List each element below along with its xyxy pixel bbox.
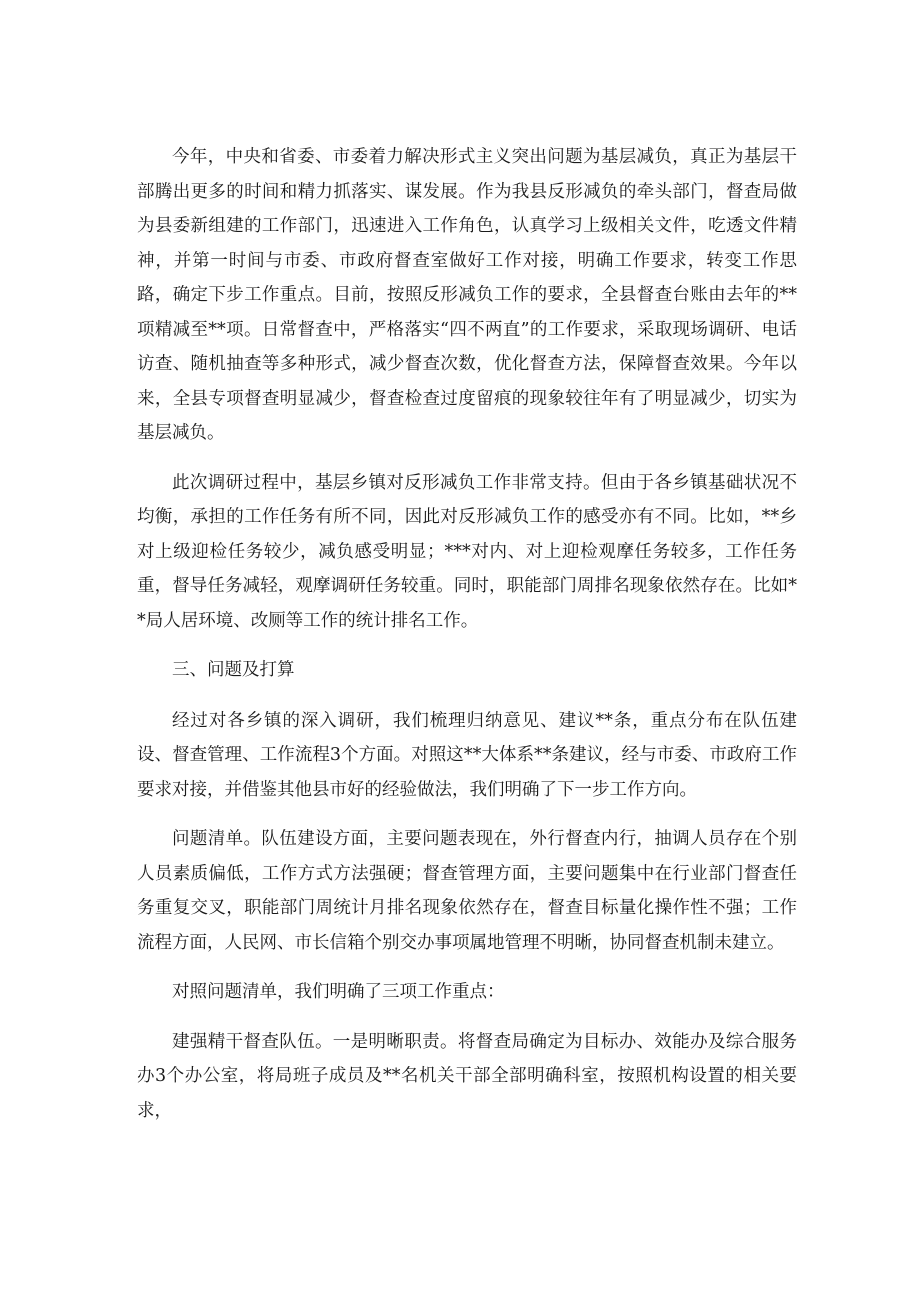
section-heading-problems: 三、问题及打算 [172,660,295,680]
paragraph-intro: 今年，中央和省委、市委着力解决形式主义突出问题为基层减负，真正为基层干部腾出更多的时间和精力抓落实、谋发展。作为我县反形减负的牵头部门，督查局做为县委新组建的工作部门，迅速进入工作角色，认真学习上级相关文件，吃透文件精神，并第一时间与市委、市政府督查室做好工作对接，明确工作要求，转变工作思路，确定下步工作重点。目前，按照反形减负工作的要求，全县督查台账由去年的**项精减至**项。日常督查中，严格落实“四不两直”的工作要求，采取现场调研、电话访查、随机抽查等多种形式，减少督查次数，优化督查方法，保障督查效果。今年以来，全县专项督查明显减少，督查检查过度留痕的现象较往年有了明显减少，切实为基层减负。 [137,147,797,443]
paragraph-team-building: 建强精干督查队伍。一是明晰职责。将督查局确定为目标办、效能办及综合服务办3个办公室，将局班子成员及**名机关干部全部明确科室，按照机构设置的相关要求， [137,1031,797,1121]
paragraph-research: 经过对各乡镇的深入调研，我们梳理归纳意见、建议**条，重点分布在队伍建设、督查管理、工作流程3个方面。对照这**大体系**条建议，经与市委、市政府工作要求对接，并借鉴其他县市好的经验做法，我们明确了下一步工作方向。 [137,710,797,800]
document-body [137,140,797,1143]
paragraph-problem-list: 问题清单。队伍建设方面，主要问题表现在，外行督查内行，抽调人员存在个别人员素质偏低，工作方式方法强硬；督查管理方面，主要问题集中在行业部门督查任务重复交叉，职能部门周统计月排名现象依然存在，督查目标量化操作性不强；工作流程方面，人民网、市长信箱个别交办事项属地管理不明晰，协同督查机制未建立。 [137,829,797,953]
paragraph-key-points: 对照问题清单，我们明确了三项工作重点： [172,982,505,1002]
paragraph-survey: 此次调研过程中，基层乡镇对反形减负工作非常支持。但由于各乡镇基础状况不均衡，承担的工作任务有所不同，因此对反形减负工作的感受亦有不同。比如，**乡对上级迎检任务较少，减负感受明显；***对内、对上迎检观摩任务较多，工作任务重，督导任务减轻，观摩调研任务较重。同时，职能部门周排名现象依然存在。比如**局人居环境、改厕等工作的统计排名工作。 [137,472,797,631]
